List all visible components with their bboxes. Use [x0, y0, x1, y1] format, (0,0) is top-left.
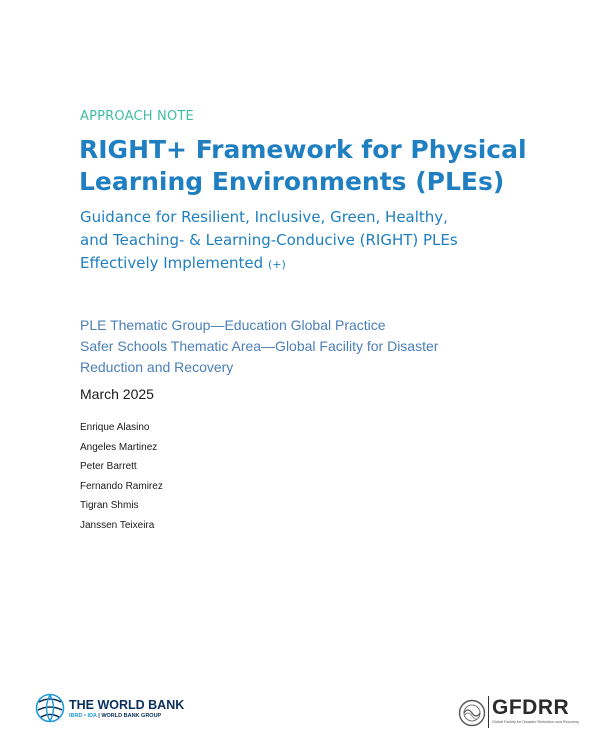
world-bank-name: THE WORLD BANK: [69, 698, 185, 712]
document-type-label: APPROACH NOTE: [80, 109, 194, 124]
title-line: Learning Environments (PLEs): [79, 167, 505, 196]
author-name: Fernando Ramirez: [80, 480, 163, 492]
globe-icon: [35, 692, 65, 724]
gfdrr-emblem-icon: [458, 699, 486, 727]
author-name: Tigran Shmis: [80, 500, 139, 512]
publication-date: March 2025: [80, 386, 154, 402]
separator-dot: •: [83, 713, 86, 719]
world-bank-subtitle: [69, 713, 161, 719]
logo-divider: [488, 696, 489, 728]
thematic-groups: [80, 315, 540, 378]
author-name: Angeles Martinez: [80, 441, 158, 453]
author-name: Enrique Alasino: [80, 422, 150, 433]
gfdrr-logo: [458, 696, 583, 730]
document-title: [79, 134, 599, 198]
ida-label: IDA: [87, 713, 97, 719]
gfdrr-name: GFDRR: [492, 696, 570, 719]
group-line: Safer Schools Thematic Area—Global Facility for Disaster: [80, 338, 439, 354]
document-subtitle: [80, 206, 580, 276]
subtitle-line: and Teaching- & Learning-Conducive (RIGHT) PLEs: [80, 231, 458, 249]
subtitle-line-3: [80, 252, 580, 276]
author-list: [80, 418, 163, 536]
group-line: PLE Thematic Group—Education Global Practice: [80, 317, 386, 333]
subtitle-line-text: Effectively Implemented: [80, 254, 264, 272]
title-line: RIGHT+ Framework for Physical: [79, 135, 527, 164]
world-bank-logo: [35, 692, 215, 728]
subtitle-line: Guidance for Resilient, Inclusive, Green, Healthy,: [80, 208, 448, 226]
author-name: Peter Barrett: [80, 461, 137, 473]
plus-marker: (+): [267, 258, 286, 271]
world-bank-group-label: | WORLD BANK GROUP: [98, 713, 162, 719]
author-name: Janssen Teixeira: [80, 519, 155, 531]
group-line: Reduction and Recovery: [80, 359, 234, 375]
ibrd-label: IBRD: [69, 713, 83, 719]
gfdrr-subtitle: Global Facility for Disaster Reduction and Recovery: [492, 720, 579, 724]
